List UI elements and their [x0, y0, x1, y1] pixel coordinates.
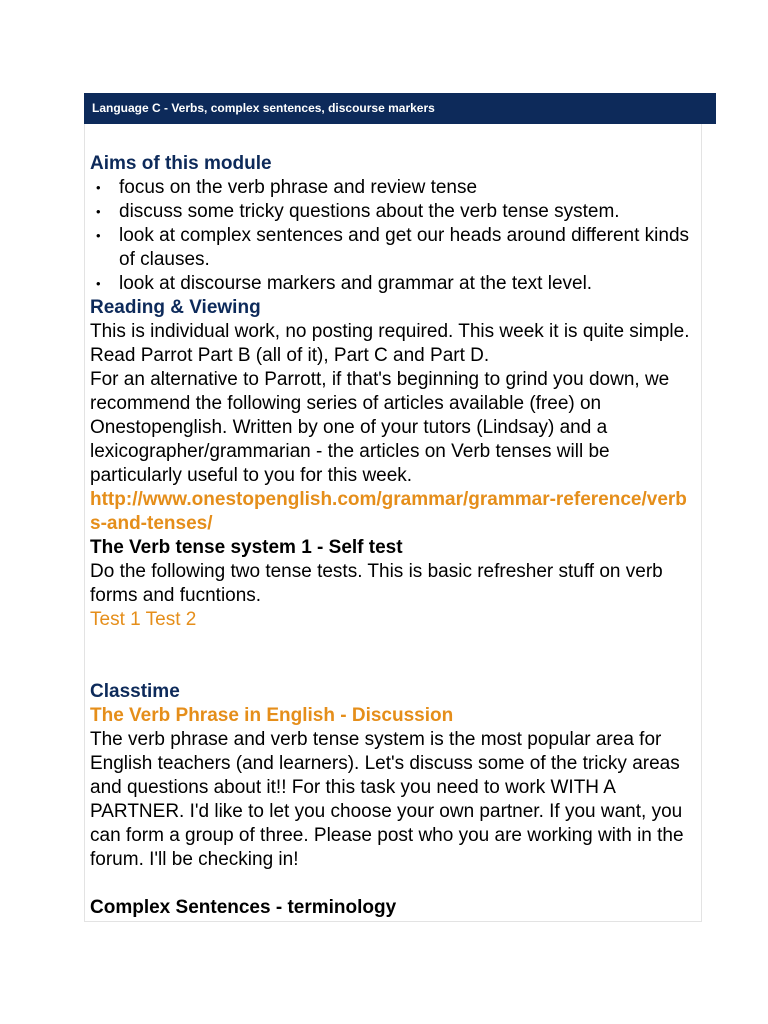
aims-list	[90, 176, 700, 296]
classtime-subheading[interactable]: The Verb Phrase in English - Discussion	[90, 705, 454, 726]
module-title: Language C - Verbs, complex sentences, discourse markers	[92, 101, 435, 115]
complex-sentences-heading: Complex Sentences - terminology	[90, 897, 397, 918]
aims-item: • discuss some tricky questions about the verb tense system.	[90, 200, 700, 224]
self-test-heading: The Verb tense system 1 - Self test	[90, 537, 403, 558]
reading-heading: Reading & Viewing	[90, 297, 261, 318]
self-test-paragraph: Do the following two tense tests. This is basic refresher stuff on verb forms and fucntions.	[90, 561, 663, 606]
classtime-paragraph: The verb phrase and verb tense system is the most popular area for English teachers (and learners). Let's discuss some of the tricky areas and questions about it!! For this task you need to work WITH A PARTNER. I'd like to let you choose your own partner. If you want, you can form a group of three. Please post who you are working with in the forum. I'll be checking in!	[90, 729, 684, 870]
aims-heading: Aims of this module	[90, 153, 272, 174]
aims-item: • focus on the verb phrase and review tense	[90, 176, 700, 200]
aims-item: • look at complex sentences and get our heads around different kinds of clauses.	[90, 224, 700, 272]
classtime-heading: Classtime	[90, 681, 180, 702]
reading-paragraph-2: For an alternative to Parrott, if that's beginning to grind you down, we recommend the following series of articles available (free) on Onestopenglish. Written by one of your tutors (Lindsay) and a lexicographer/grammarian - the articles on Verb tenses will be particularly useful to you for this week.	[90, 369, 670, 486]
aims-item: • look at discourse markers and grammar at the text level.	[90, 272, 700, 296]
onestopenglish-link[interactable]: http://www.onestopenglish.com/grammar/grammar-reference/verbs-and-tenses/	[90, 489, 687, 534]
test-2-link[interactable]: Test 2	[145, 609, 197, 630]
spacer	[90, 872, 700, 896]
test-1-link[interactable]: Test 1	[90, 609, 141, 630]
spacer	[90, 632, 700, 680]
module-content	[90, 152, 700, 920]
module-header-bar	[84, 93, 716, 124]
reading-paragraph-1: This is individual work, no posting required. This week it is quite simple. Read Parrot Part B (all of it), Part C and Part D.	[90, 321, 690, 366]
